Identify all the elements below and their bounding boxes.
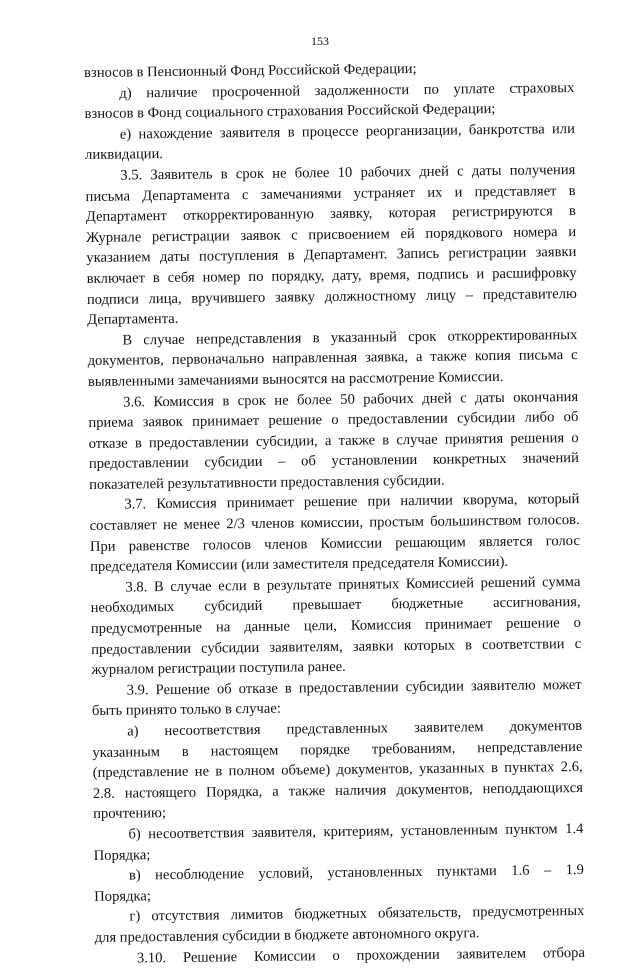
text-line: б) несоответствия заявителя, критериям, установленным пунктом 1.4 <box>128 820 584 843</box>
text-line: 3.8. В случае если в результате принятых Комиссией решений сумма <box>125 573 581 596</box>
text-line: указанием даты поступления в Департамент. Запись регистрации заявки <box>86 244 577 267</box>
text-line: прочтению; <box>93 805 167 823</box>
text-line: 2.8. настоящего Порядка, а также наличия документов, неподдающихся <box>92 779 583 802</box>
text-line: Департамента. <box>87 310 179 329</box>
text-line: включает в себя номер по порядку, дату, время, подпись и расшифровку <box>86 264 577 287</box>
text-line: ликвидации. <box>85 146 164 164</box>
text-line: составляет не менее 2/3 членов комиссии, простым большинством голосов. <box>89 512 580 535</box>
text-line: 3.9. Решение об отказе в предоставлении субсидии заявителю может <box>126 676 582 699</box>
text-line: указанным в настоящем порядке требованиям, непредставление <box>92 738 583 761</box>
text-line: предусмотренные на данные цели, Комиссия принимает решение о <box>90 615 581 637</box>
text-line: Порядка; <box>94 887 151 905</box>
text-line: В случае непредставления в указанный срок откорректированных <box>122 326 578 349</box>
text-line: Журнале регистрации заявок с присвоением ей порядкового номера и <box>86 223 577 246</box>
text-line: а) несоответствия представленных заявителем документов <box>127 717 583 740</box>
text-line: документов, первоначально направленная заявка, а также копия письма с <box>87 347 578 370</box>
text-line: Порядка; <box>93 846 151 864</box>
text-line: председателя Комиссии (или заместителя председателя Комиссии). <box>90 554 509 576</box>
text-line: взносов в Пенсионный Фонд Российской Федерации; <box>84 60 417 81</box>
text-line: При равенстве голосов членов Комиссии решающим является голос <box>89 532 580 555</box>
text-line: е) нахождение заявителя в процессе реорганизации, банкротства или <box>119 120 575 143</box>
text-line: для предоставления субсидии в бюджете автономного округа. <box>94 925 480 946</box>
text-line: (представление не в полном объеме) документов, указанных в пунктах 2.6, <box>92 759 583 782</box>
text-line: журналом регистрации поступила ранее. <box>91 659 346 679</box>
text-line: 3.10. Решение Комиссии о прохождении заявителем отбора <box>136 944 586 966</box>
text-line: выявленными замечаниями выносятся на рассмотрение Комиссии. <box>87 368 504 390</box>
text-line: быть принято только в случае: <box>91 701 281 720</box>
text-line: в) несоблюдение условий, установленных пунктами 1.6 – 1.9 <box>128 862 584 884</box>
text-line: необходимых субсидий превышает бюджетные ассигнования, <box>90 594 581 617</box>
text-line: письма Департамента с замечаниями устраняет их и представляет в <box>85 182 576 205</box>
text-line: показателей результативности предоставления субсидии. <box>89 472 445 493</box>
text-line: г) отсутствия лимитов бюджетных обязательств, предусмотренных <box>129 903 585 925</box>
document-body <box>84 57 585 969</box>
text-line: предоставлении субсидии – об установлении конкретных значений <box>88 450 579 473</box>
text-line: 3.6. Комиссия в срок не более 50 рабочих дней с даты окончания <box>123 388 579 411</box>
text-line: 3.5. Заявитель в срок не более 10 рабочих дней с даты получения <box>120 161 576 184</box>
text-line: предоставлении субсидии заявителям, заявки которых в соответствии с <box>91 635 582 658</box>
text-line: Департамент откорректированную заявку, которая регистрируются в <box>85 203 576 226</box>
text-line: взносов в Фонд социального страхования Российской Федерации; <box>84 101 496 123</box>
text-line: приема заявок принимает решение о предоставлении субсидии либо об <box>88 409 579 432</box>
text-line: 3.7. Комиссия принимает решение при наличии кворума, который <box>124 491 580 514</box>
text-line: д) наличие просроченной задолженности по уплате страховых <box>119 79 575 102</box>
text-line: отказе в предоставлении субсидии, а также в случае принятия решения о <box>88 429 579 452</box>
page-number: 153 <box>311 34 329 48</box>
text-line: подписи лица, вручившего заявку должностному лицу – представителю <box>86 285 577 308</box>
